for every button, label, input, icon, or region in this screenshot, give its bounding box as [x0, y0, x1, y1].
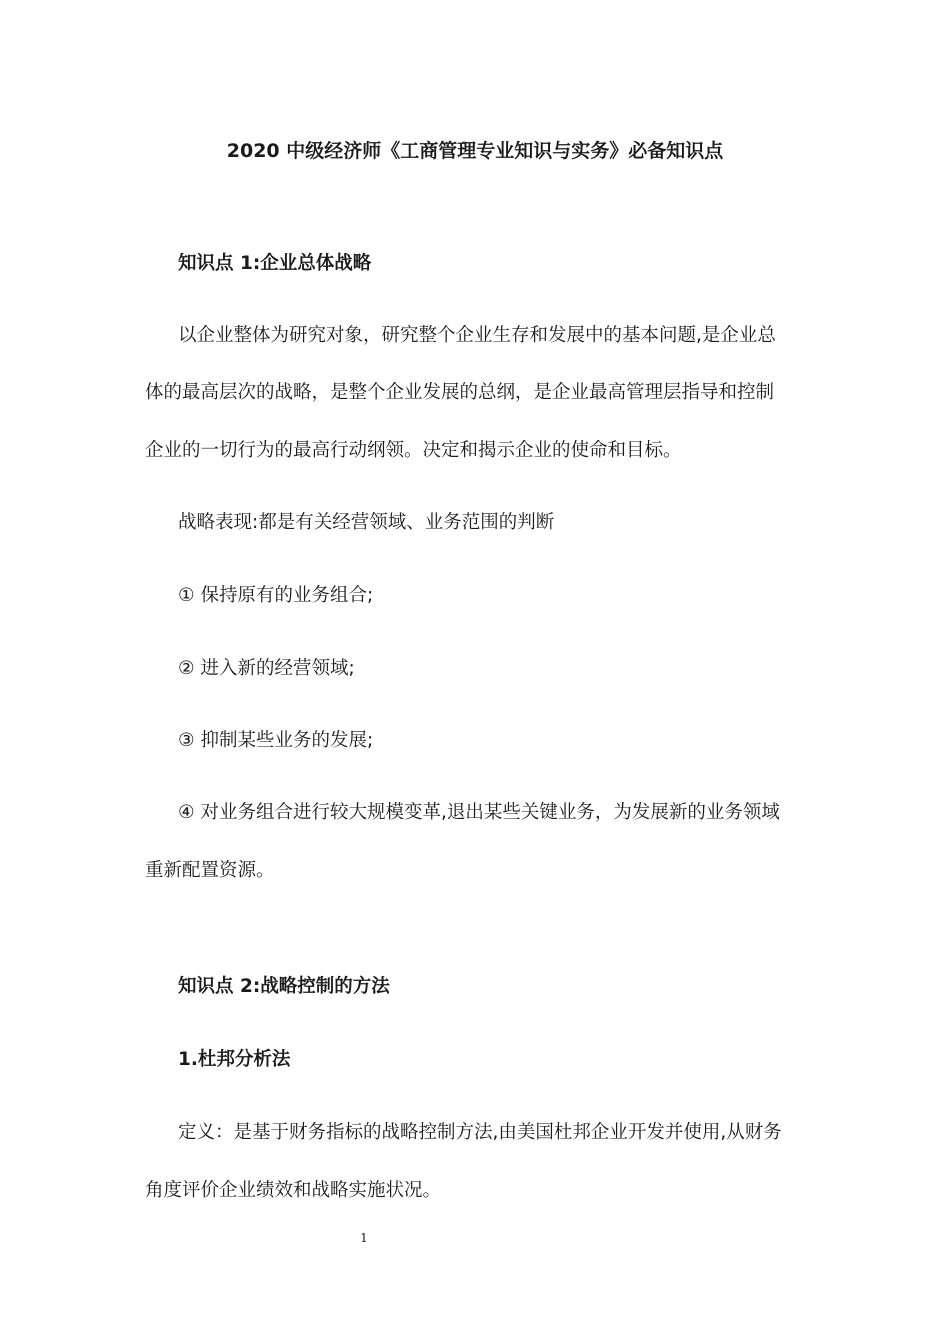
document-title: 2020 中级经济师《工商管理专业知识与实务》必备知识点 — [226, 140, 724, 162]
page-number: 1 — [360, 1231, 368, 1245]
section-2-heading: 知识点 2:战略控制的方法 — [178, 976, 390, 997]
section-1-heading: 知识点 1:企业总体战略 — [178, 253, 372, 274]
strategy-intro: 战略表现:都是有关经营领域、业务范围的判断 — [178, 512, 555, 533]
section-1-paragraph-line-3: 企业的一切行为的最高行动纲领。决定和揭示企业的使命和目标。 — [145, 440, 682, 461]
list-item: ① 保持原有的业务组合; — [178, 585, 374, 606]
section-1-paragraph-line-2: 体的最高层次的战略，是整个企业发展的总纲，是企业最高管理层指导和控制 — [145, 382, 775, 403]
section-1-paragraph-line-1: 以企业整体为研究对象，研究整个企业生存和发展中的基本问题,是企业总 — [178, 325, 776, 346]
definition-line-1: 定义：是基于财务指标的战略控制方法,由美国杜邦企业开发并使用,从财务 — [178, 1122, 782, 1143]
list-item: ② 进入新的经营领域; — [178, 658, 355, 679]
section-2-subheading: 1.杜邦分析法 — [178, 1049, 291, 1070]
definition-line-2: 角度评价企业绩效和战略实施状况。 — [145, 1180, 442, 1201]
list-item: ③ 抑制某些业务的发展; — [178, 730, 374, 751]
list-item-4-line-1: ④ 对业务组合进行较大规模变革,退出某些关键业务，为发展新的业务领域 — [178, 802, 780, 823]
list-item-4-line-2: 重新配置资源。 — [145, 860, 275, 881]
